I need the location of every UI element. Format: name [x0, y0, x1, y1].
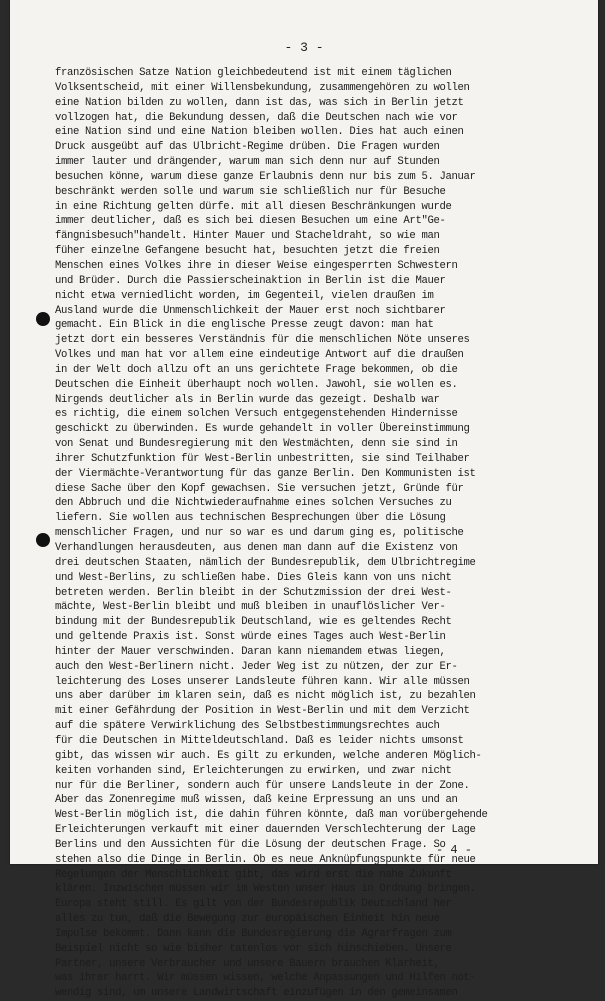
text-line: auf die spätere Verwirklichung des Selbstbestimmungsrechtes auch: [55, 720, 440, 733]
text-line: stehen also die Dinge in Berlin. Ob es neue Anknüpfungspunkte für neue: [55, 853, 476, 866]
text-line: Ausland wurde die Unmenschlichkeit der Mauer erst noch sichtbarer: [55, 304, 446, 317]
text-line: bindung mit der Bundesrepublik Deutschland, wie es geltendes Recht: [55, 616, 452, 629]
text-line: mit einer Gefährdung der Position in West-Berlin und mit dem Verzicht: [55, 705, 470, 718]
text-line: Regelungen der Menschlichkeit gibt, das wird erst die nahe Zukunft: [55, 868, 452, 881]
text-line: Menschen eines Volkes ihre in dieser Weise eingesperrten Schwestern: [55, 259, 458, 272]
body-text: [55, 66, 595, 1001]
punch-hole: [36, 312, 50, 326]
page-number-header: - 3 -: [284, 40, 324, 55]
text-line: liefern. Sie wollen aus technischen Besprechungen über die Lösung: [55, 512, 446, 525]
text-line: für die Deutschen in Mitteldeutschland. Daß es leider nichts umsonst: [55, 734, 464, 747]
text-line: jetzt dort ein besseres Verständnis für die menschlichen Nöte unseres: [55, 334, 470, 347]
document-page: [10, 0, 598, 1000]
text-line: drei deutschen Staaten, nämlich der Bundesrepublik, dem Ulbrichtregime: [55, 556, 476, 569]
text-line: keiten vorhanden sind, Erleichterungen zu erwirken, und zwar nicht: [55, 764, 452, 777]
text-line: leichterung des Loses unserer Landsleute führen kann. Wir alle müssen: [55, 675, 470, 688]
text-line: von Senat und Bundesregierung mit den Westmächten, denn sie sind in: [55, 438, 458, 451]
text-line: West-Berlin möglich ist, die dahin führen könnte, daß man vorübergehende: [55, 809, 488, 822]
text-line: menschlicher Fragen, und nur so war es und darum ging es, politische: [55, 527, 464, 540]
text-line: in der Welt doch allzu oft an uns gerichtete Frage bekommen, ob die: [55, 363, 458, 376]
text-line: diese Sache über den Kopf gewachsen. Sie versuchen jetzt, Gründe für: [55, 482, 464, 495]
text-line: besuchen könne, warum diese ganze Erlaubnis denn nur bis zum 5. Januar: [55, 170, 476, 183]
text-line: geschickt zu überwinden. Es wurde gehandelt in voller Übereinstimmung: [55, 423, 470, 436]
text-line: und West-Berlins, zu schließen habe. Dies Gleis kann von uns nicht: [55, 571, 452, 584]
text-line: Berlins und den Aussichten für die Lösung der deutschen Frage. So: [55, 838, 446, 851]
text-line: französischen Satze Nation gleichbedeutend ist mit einem täglichen: [55, 67, 452, 79]
text-line: Europa steht still. Es gilt von der Bundesrepublik Deutschland her: [55, 898, 452, 911]
text-line: immer lauter und drängender, warum man sich denn nur auf Stunden: [55, 156, 440, 169]
text-line: Volkes und man hat vor allem eine eindeutige Antwort auf die draußen: [55, 349, 464, 362]
text-line: Partner, unsere Verbraucher und unsere Bauern brauchen Klarheit,: [55, 957, 440, 970]
text-line: alles zu tun, daß die Bewegung zur europäischen Einheit hin neue: [55, 913, 440, 926]
text-line: klären. Inzwischen müssen wir im Westen unser Haus in Ordnung bringen.: [55, 883, 476, 896]
text-line: immer deutlicher, daß es sich bei diesen Besuchen um eine Art"Ge-: [55, 215, 446, 228]
text-line: Druck ausgeübt auf das Ulbricht-Regime drüben. Die Fragen wurden: [55, 141, 440, 154]
text-line: betreten werden. Berlin bleibt in der Schutzmission der drei West-: [55, 586, 452, 599]
text-line: nicht etwa verniedlicht worden, im Gegenteil, vielen draußen im: [55, 289, 434, 302]
text-line: Deutschen die Einheit überhaupt noch wollen. Jawohl, sie wollen es.: [55, 378, 458, 391]
text-line: vollzogen hat, die Bekundung dessen, daß die Deutschen nach wie vor: [55, 111, 458, 124]
text-line: den Abbruch und die Nichtwiederaufnahme eines solchen Versuches zu: [55, 497, 452, 510]
text-line: wendig sind, um unsere Landwirtschaft einzufügen in den gemeinsamen: [55, 987, 458, 1000]
page-number-footer: - 4 -: [435, 843, 472, 857]
text-line: und Brüder. Durch die Passierscheinaktion in Berlin ist die Mauer: [55, 274, 446, 287]
text-line: Erleichterungen verkauft mit einer dauernden Verschlechterung der Lage: [55, 824, 476, 837]
text-line: auch den West-Berlinern nicht. Jeder Weg ist zu nützen, der zur Er-: [55, 660, 458, 673]
text-line: Verhandlungen herausdeuten, aus denen man dann auf die Existenz von: [55, 542, 458, 554]
text-line: eine Nation sind und eine Nation bleiben wollen. Dies hat auch einen: [55, 126, 464, 139]
text-line: Impulse bekommt. Dann kann die Bundesregierung die Agrarfragen zum: [55, 927, 452, 940]
text-line: der Viermächte-Verantwortung für das ganze Berlin. Den Kommunisten ist: [55, 467, 476, 480]
text-line: gibt, das wissen wir auch. Es gilt zu erkunden, welche anderen Möglich-: [55, 749, 482, 762]
text-line: beschränkt werden solle und warum sie schließlich nur für Besuche: [55, 185, 446, 198]
text-line: hinter der Mauer verschwinden. Daran kann niemandem etwas liegen,: [55, 645, 446, 658]
text-line: mächte, West-Berlin bleibt und muß bleiben in unauflöslicher Ver-: [55, 601, 446, 614]
text-line: Nirgends deutlicher als in Berlin wurde das gezeigt. Deshalb war: [55, 393, 440, 406]
text-line: was ihrer harrt. Wir müssen wissen, welche Anpassungen und Hilfen not-: [55, 972, 476, 985]
text-line: es richtig, die einem solchen Versuch entgegenstehenden Hindernisse: [55, 408, 458, 421]
punch-hole: [36, 533, 50, 547]
text-line: nur für die Berliner, sondern auch für unsere Landsleute in der Zone.: [55, 779, 470, 792]
text-line: gemacht. Ein Blick in die englische Presse zeugt davon: man hat: [55, 319, 434, 332]
text-line: Beispiel nicht so wie bisher tatenlos vor sich hinschieben. Unsere: [55, 942, 452, 955]
text-line: ihrer Schutzfunktion für West-Berlin unbestritten, sie sind Teilhaber: [55, 452, 470, 465]
text-line: eine Nation bilden zu wollen, dann ist das, was sich in Berlin jetzt: [55, 96, 464, 109]
text-line: Aber das Zonenregime muß wissen, daß keine Erpressung an uns und an: [55, 794, 458, 807]
text-line: fängnisbesuch"handelt. Hinter Mauer und Stacheldraht, so wie man: [55, 230, 440, 243]
text-line: uns aber darüber im klaren sein, daß es nicht möglich ist, zu bezahlen: [55, 690, 476, 703]
text-line: Volksentscheid, mit einer Willensbekundung, zusammengehören zu wollen: [55, 81, 470, 94]
text-line: und geltende Praxis ist. Sonst würde eines Tages auch West-Berlin: [55, 631, 446, 644]
text-line: in eine Richtung gelten dürfe. mit all diesen Beschränkungen wurde: [55, 200, 452, 213]
text-line: füher einzelne Gefangene besucht hat, besuchten jetzt die freien: [55, 245, 440, 258]
